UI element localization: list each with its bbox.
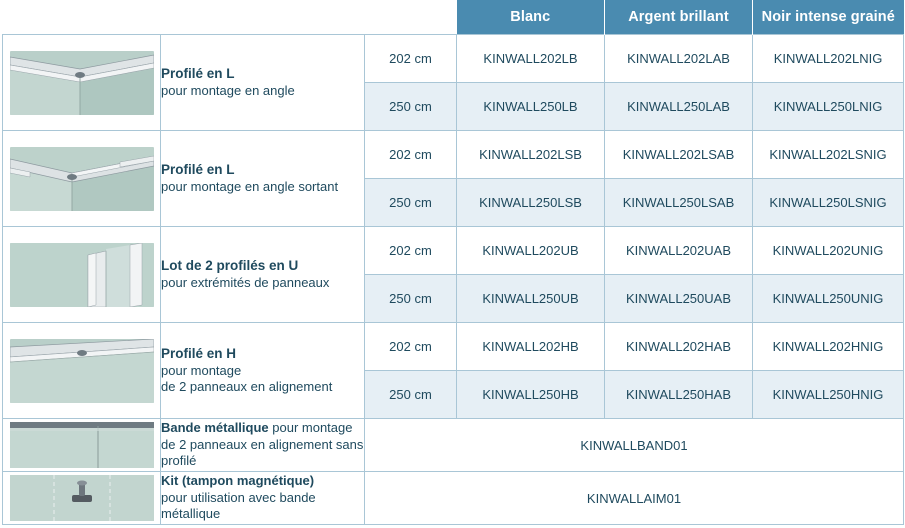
code-cell-argent: KINWALL250LAB — [605, 83, 753, 131]
lot-2-profiles-u-illustration — [10, 243, 154, 307]
code-cell-argent: KINWALL202LSAB — [605, 131, 753, 179]
profile-l-angle-illustration — [10, 51, 154, 115]
code-cell-blanc: KINWALL202LSB — [457, 131, 605, 179]
profile-l-angle-sortant-description — [161, 131, 365, 227]
kit-title-line — [161, 473, 364, 490]
bande-metallique-image — [3, 419, 161, 472]
profile-l-angle-description — [161, 35, 365, 131]
table-row — [3, 323, 904, 371]
size-cell: 250 cm — [365, 371, 457, 419]
product-subtitle: de 2 panneaux en alignement sans profilé — [161, 436, 364, 469]
size-cell: 202 cm — [365, 35, 457, 83]
size-cell: 202 cm — [365, 131, 457, 179]
size-cell: 202 cm — [365, 323, 457, 371]
code-cell-noir: KINWALL202UNIG — [753, 227, 904, 275]
table-row — [3, 472, 904, 525]
product-title: Profilé en L — [161, 161, 235, 177]
code-cell-bandemetallique: KINWALLBAND01 — [365, 419, 904, 472]
code-cell-blanc: KINWALL202LB — [457, 35, 605, 83]
code-cell-blanc: KINWALL250LB — [457, 83, 605, 131]
product-subtitle: pour montage en angle — [161, 82, 295, 98]
code-cell-blanc: KINWALL202UB — [457, 227, 605, 275]
product-subtitle: pour utilisation avec bande métallique — [161, 489, 316, 522]
table-header-row — [3, 0, 904, 35]
profile-l-angle-sortant-illustration — [10, 147, 154, 211]
column-header-noir-intense-graine: Noir intense grainé — [753, 0, 904, 35]
code-cell-noir: KINWALL250UNIG — [753, 275, 904, 323]
profile-h-image — [3, 323, 161, 419]
size-cell: 202 cm — [365, 227, 457, 275]
code-cell-kitaimant: KINWALLAIM01 — [365, 472, 904, 525]
code-cell-blanc: KINWALL250LSB — [457, 179, 605, 227]
code-cell-blanc: KINWALL202HB — [457, 323, 605, 371]
code-cell-noir: KINWALL250LNIG — [753, 83, 904, 131]
product-title-rest: pour montage — [268, 419, 353, 435]
product-title: Lot de 2 profilés en U — [161, 257, 299, 273]
bande-metallique-title-line — [161, 420, 364, 437]
profile-l-angle-image — [3, 35, 161, 131]
bande-metallique-description — [161, 419, 365, 472]
lot-2-profiles-u-image — [3, 227, 161, 323]
bande-metallique-illustration — [10, 422, 154, 468]
code-cell-noir: KINWALL250HNIG — [753, 371, 904, 419]
header-spacer-size — [365, 0, 457, 35]
code-cell-noir: KINWALL202LNIG — [753, 35, 904, 83]
code-cell-argent: KINWALL250LSAB — [605, 179, 753, 227]
size-cell: 250 cm — [365, 179, 457, 227]
kit-tampon-magnetique-illustration — [10, 475, 154, 521]
code-cell-noir: KINWALL250LSNIG — [753, 179, 904, 227]
code-cell-blanc: KINWALL250HB — [457, 371, 605, 419]
kit-tampon-magnetique-description — [161, 472, 365, 525]
code-cell-argent: KINWALL250HAB — [605, 371, 753, 419]
code-cell-argent: KINWALL250UAB — [605, 275, 753, 323]
code-cell-noir: KINWALL202LSNIG — [753, 131, 904, 179]
product-title: Profilé en L — [161, 65, 235, 81]
column-header-blanc: Blanc — [457, 0, 605, 35]
product-subtitle-2: de 2 panneaux en alignement — [161, 378, 333, 394]
table-row — [3, 35, 904, 83]
column-header-argent-brillant: Argent brillant — [605, 0, 753, 35]
table-row — [3, 227, 904, 275]
profile-h-description — [161, 323, 365, 419]
lot-2-profiles-u-description — [161, 227, 365, 323]
code-cell-argent: KINWALL202HAB — [605, 323, 753, 371]
code-cell-argent: KINWALL202UAB — [605, 227, 753, 275]
header-spacer-image — [3, 0, 161, 35]
product-subtitle: pour montage en angle sortant — [161, 178, 339, 194]
code-cell-blanc: KINWALL250UB — [457, 275, 605, 323]
product-title: Profilé en H — [161, 345, 237, 361]
product-subtitle: pour montage — [161, 362, 242, 378]
product-title: Kit (tampon magnétique) — [161, 472, 315, 488]
product-title: Bande métallique — [161, 419, 269, 435]
product-subtitle: pour extrémités de panneaux — [161, 274, 330, 290]
profile-h-illustration — [10, 339, 154, 403]
code-cell-noir: KINWALL202HNIG — [753, 323, 904, 371]
profile-l-angle-sortant-image — [3, 131, 161, 227]
table-row — [3, 419, 904, 472]
table-row — [3, 131, 904, 179]
kit-tampon-magnetique-image — [3, 472, 161, 525]
product-reference-table — [2, 0, 904, 525]
size-cell: 250 cm — [365, 275, 457, 323]
code-cell-argent: KINWALL202LAB — [605, 35, 753, 83]
header-spacer-desc — [161, 0, 365, 35]
size-cell: 250 cm — [365, 83, 457, 131]
